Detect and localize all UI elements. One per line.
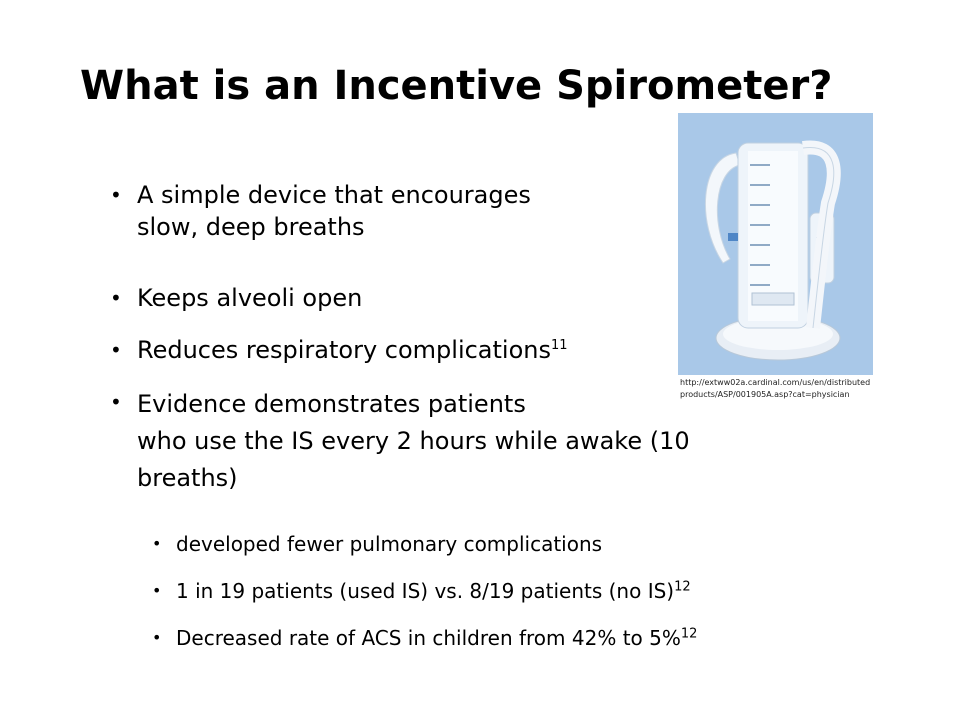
bullet-line: slow, deep breaths [137,213,365,241]
citation-superscript: 11 [551,338,568,353]
sub-bullet-text: 1 in 19 patients (used IS) vs. 8/19 patients (no IS) [176,579,675,603]
bullet-glyph: • [110,338,122,362]
citation-superscript: 12 [674,579,691,595]
bullet-line: who use the IS every 2 hours while awake (10 [137,427,690,455]
image-caption-line: http://extww02a.cardinal.com/us/en/distributed [680,378,871,387]
bullet-text: Reduces respiratory complications [137,336,551,364]
bullet-line: breaths) [137,464,238,492]
bullet-glyph: • [110,183,122,207]
bullet-glyph: • [110,286,122,310]
bullet-line: Keeps alveoli open [137,284,363,312]
bullet-line: A simple device that encourages [137,181,531,209]
bullet-glyph: • [152,581,162,600]
image-caption-line: products/ASP/001905A.asp?cat=physician [680,390,850,399]
bullet-glyph: • [110,390,122,414]
sub-bullet-text: Decreased rate of ACS in children from 42% to 5% [176,626,681,650]
spirometer-image [678,113,873,375]
citation-superscript: 12 [680,626,698,642]
bullet-glyph: • [152,534,162,553]
image-caption [680,377,910,401]
bullet-line: Evidence demonstrates patients [137,390,526,418]
bullet-glyph: • [152,628,162,647]
slide-title: What is an Incentive Spirometer? [80,63,833,109]
sub-bullet-text: developed fewer pulmonary complications [176,532,603,556]
